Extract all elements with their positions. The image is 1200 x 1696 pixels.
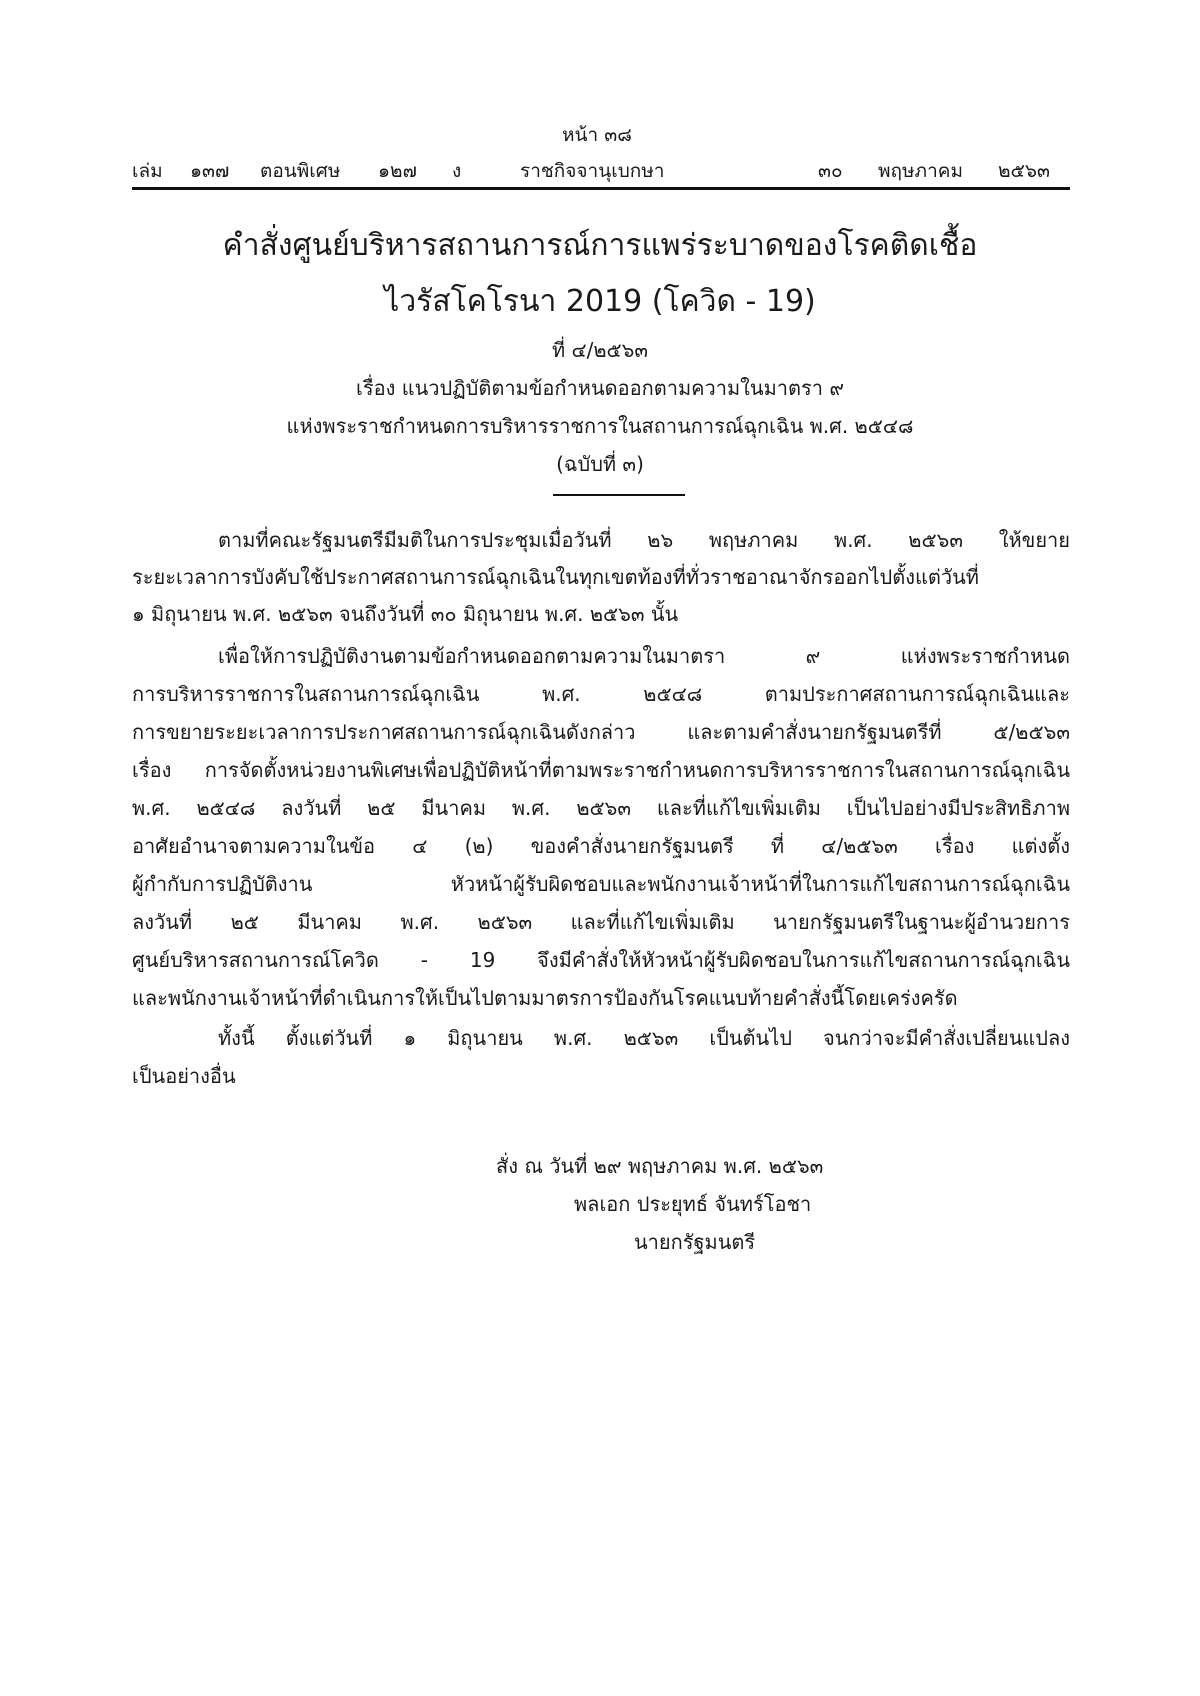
date-day: ๓๐ — [818, 160, 843, 182]
body-line-2: ระยะเวลาการบังคับใช้ประกาศสถานการณ์ฉุกเฉินในทุกเขตท้องที่ทั่วราชอาณาจักรออกไปตั้งแต่วันที่ — [132, 565, 979, 589]
body-line-13: และพนักงานเจ้าหน้าที่ดำเนินการให้เป็นไปตามมาตรการป้องกันโรคแนบท้ายคำสั่งนี้โดยเคร่งครัด — [132, 986, 958, 1010]
body-line-8: พ.ศ. ๒๕๔๘ ลงวันที่ ๒๕ มีนาคม พ.ศ. ๒๕๖๓ และที่แก้ไขเพิ่มเติม เป็นไปอย่างมีประสิทธิภาพ — [132, 796, 1070, 820]
section-letter: ง — [452, 160, 462, 182]
date-month: พฤษภาคม — [878, 160, 963, 182]
body-line-1: ตามที่คณะรัฐมนตรีมีมติในการประชุมเมื่อวันที่ ๒๖ พฤษภาคม พ.ศ. ๒๕๖๓ ให้ขยาย — [218, 528, 1070, 552]
publication-name: ราชกิจจานุเบกษา — [520, 160, 665, 182]
order-number: ที่ ๔/๒๕๖๓ — [551, 338, 649, 362]
order-title-line2: ไวรัสโคโรนา 2019 (โควิด - 19) — [384, 284, 816, 319]
body-line-5: การบริหารราชการในสถานการณ์ฉุกเฉิน พ.ศ. ๒๕๔๘ ตามประกาศสถานการณ์ฉุกเฉินและ — [132, 682, 1070, 706]
body-line-12: ศูนย์บริหารสถานการณ์โควิด - 19 จึงมีคำสั่งให้หัวหน้าผู้รับผิดชอบในการแก้ไขสถานการณ์ฉุกเฉิน — [132, 948, 1070, 972]
body-line-15: เป็นอย่างอื่น — [132, 1064, 236, 1088]
page-number: หน้า ๓๘ — [562, 124, 632, 146]
header-divider — [132, 187, 1070, 190]
body-line-3: ๑ มิถุนายน พ.ศ. ๒๕๖๓ จนถึงวันที่ ๓๐ มิถุนายน พ.ศ. ๒๕๖๓ นั้น — [132, 602, 679, 626]
volume-number: ๑๓๗ — [190, 160, 230, 182]
edition: (ฉบับที่ ๓) — [556, 452, 644, 476]
body-line-6: การขยายระยะเวลาการประกาศสถานการณ์ฉุกเฉินดังกล่าว และตามคำสั่งนายกรัฐมนตรีที่ ๕/๒๕๖๓ — [132, 720, 1070, 744]
title-divider — [553, 494, 685, 496]
order-title-line1: คำสั่งศูนย์บริหารสถานการณ์การแพร่ระบาดของโรคติดเชื้อ — [222, 228, 978, 263]
volume-label: เล่ม — [132, 160, 163, 182]
body-line-7: เรื่อง การจัดตั้งหน่วยงานพิเศษเพื่อปฏิบัติหน้าที่ตามพระราชกำหนดการบริหารราชการในสถานการณ์ฉุกเฉิน — [132, 758, 1070, 782]
body-line-10: ผู้กำกับการปฏิบัติงาน หัวหน้าผู้รับผิดชอบและพนักงานเจ้าหน้าที่ในการแก้ไขสถานการณ์ฉุกเฉิน — [132, 872, 1070, 896]
body-line-14: ทั้งนี้ ตั้งแต่วันที่ ๑ มิถุนายน พ.ศ. ๒๕๖๓ เป็นต้นไป จนกว่าจะมีคำสั่งเปลี่ยนแปลง — [218, 1026, 1070, 1050]
body-line-4: เพื่อให้การปฏิบัติงานตามข้อกำหนดออกตามความในมาตรา ๙ แห่งพระราชกำหนด — [218, 644, 1070, 668]
signatory-name: พลเอก ประยุทธ์ จันทร์โอชา — [574, 1192, 812, 1216]
body-line-9: อาศัยอำนาจตามความในข้อ ๔ (๒) ของคำสั่งนายกรัฐมนตรี ที่ ๔/๒๕๖๓ เรื่อง แต่งตั้ง — [132, 834, 1070, 858]
body-line-11: ลงวันที่ ๒๕ มีนาคม พ.ศ. ๒๕๖๓ และที่แก้ไขเพิ่มเติม นายกรัฐมนตรีในฐานะผู้อำนวยการ — [132, 910, 1070, 934]
date-year: ๒๕๖๓ — [998, 160, 1050, 182]
section-number: ๑๒๗ — [378, 160, 417, 182]
subject-line1: เรื่อง แนวปฏิบัติตามข้อกำหนดออกตามความในมาตรา ๙ — [356, 376, 844, 400]
section-label: ตอนพิเศษ — [260, 160, 341, 182]
subject-line2: แห่งพระราชกำหนดการบริหารราชการในสถานการณ์ฉุกเฉิน พ.ศ. ๒๕๔๘ — [286, 414, 914, 438]
signatory-position: นายกรัฐมนตรี — [634, 1230, 756, 1254]
signature-date: สั่ง ณ วันที่ ๒๙ พฤษภาคม พ.ศ. ๒๕๖๓ — [496, 1154, 824, 1178]
